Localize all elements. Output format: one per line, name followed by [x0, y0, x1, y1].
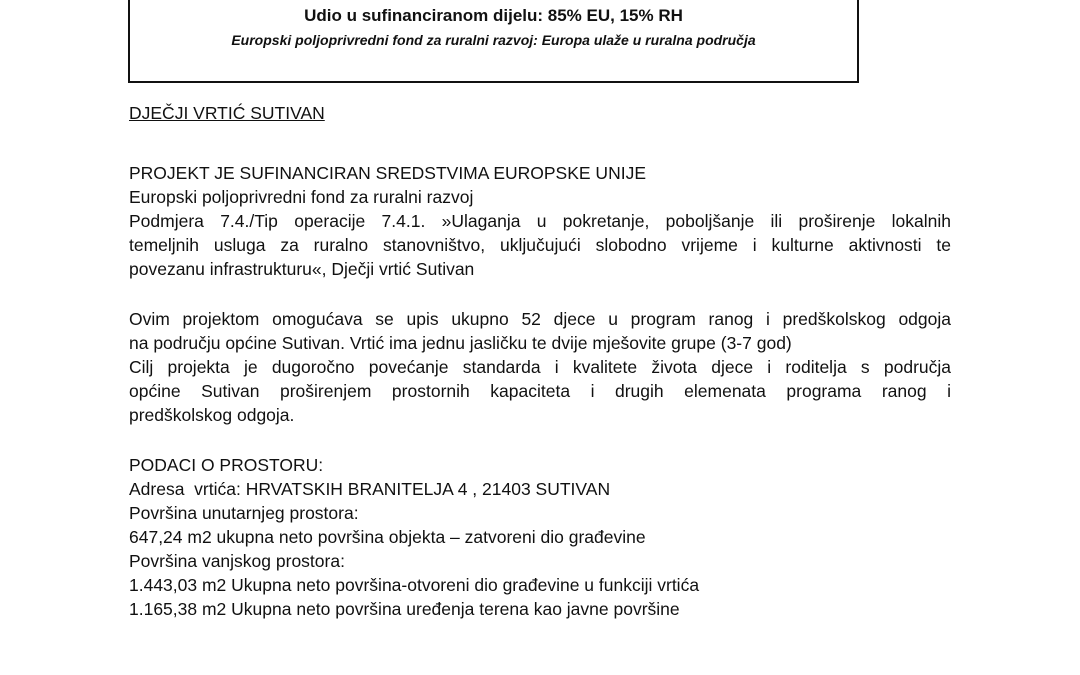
outer-space-value-2: 1.165,38 m2 Ukupna neto površina uređenja terena kao javne površine — [129, 599, 680, 619]
description-block — [129, 307, 951, 427]
outer-space-label: Površina vanjskog prostora: — [129, 551, 345, 571]
banner-fund-slogan: Europski poljoprivredni fond za ruralni razvoj: Europa ulaže u ruralna područja — [231, 32, 756, 48]
space-data-block — [129, 453, 951, 621]
space-data-title: PODACI O PROSTORU: — [129, 455, 324, 475]
document-body — [129, 101, 951, 621]
inner-space-value: 647,24 m2 ukupna neto površina objekta – zatvoreni dio građevine — [129, 527, 646, 547]
description-line-4: općine Sutivan proširenjem prostornih kapaciteta i drugih elemenata programa ranog i — [129, 381, 951, 401]
project-line-3: Podmjera 7.4./Tip operacije 7.4.1. »Ulaganja u pokretanje, poboljšanje ili proširenje lokalnih — [129, 211, 951, 231]
project-line-1: PROJEKT JE SUFINANCIRAN SREDSTVIMA EUROPSKE UNIJE — [129, 163, 646, 183]
description-line-3: Cilj projekta je dugoročno povećanje standarda i kvalitete života djece i roditelja s područja — [129, 357, 951, 377]
outer-space-value-1: 1.443,03 m2 Ukupna neto površina-otvoreni dio građevine u funkciji vrtića — [129, 575, 700, 595]
project-line-4: temeljnih usluga za ruralno stanovništvo, uključujući slobodno vrijeme i kulturne aktivnosti te — [129, 235, 951, 255]
document-heading: DJEČJI VRTIĆ SUTIVAN — [129, 103, 325, 123]
description-line-5: predškolskog odgoja. — [129, 405, 295, 425]
project-block — [129, 161, 951, 281]
project-line-5: povezanu infrastrukturu«, Dječji vrtić Sutivan — [129, 259, 475, 279]
banner-cofinancing-text: Udio u sufinanciranom dijelu: 85% EU, 15% RH — [304, 6, 683, 25]
description-line-1: Ovim projektom omogućava se upis ukupno 52 djece u program ranog i predškolskog odgoja — [129, 309, 951, 329]
space-address: Adresa vrtića: HRVATSKIH BRANITELJA 4 , 21403 SUTIVAN — [129, 479, 611, 499]
project-line-2: Europski poljoprivredni fond za ruralni razvoj — [129, 187, 474, 207]
description-line-2: na području općine Sutivan. Vrtić ima jednu jasličku te dvije mješovite grupe (3-7 god) — [129, 333, 792, 353]
inner-space-label: Površina unutarnjeg prostora: — [129, 503, 359, 523]
cofinancing-banner — [128, 0, 859, 83]
